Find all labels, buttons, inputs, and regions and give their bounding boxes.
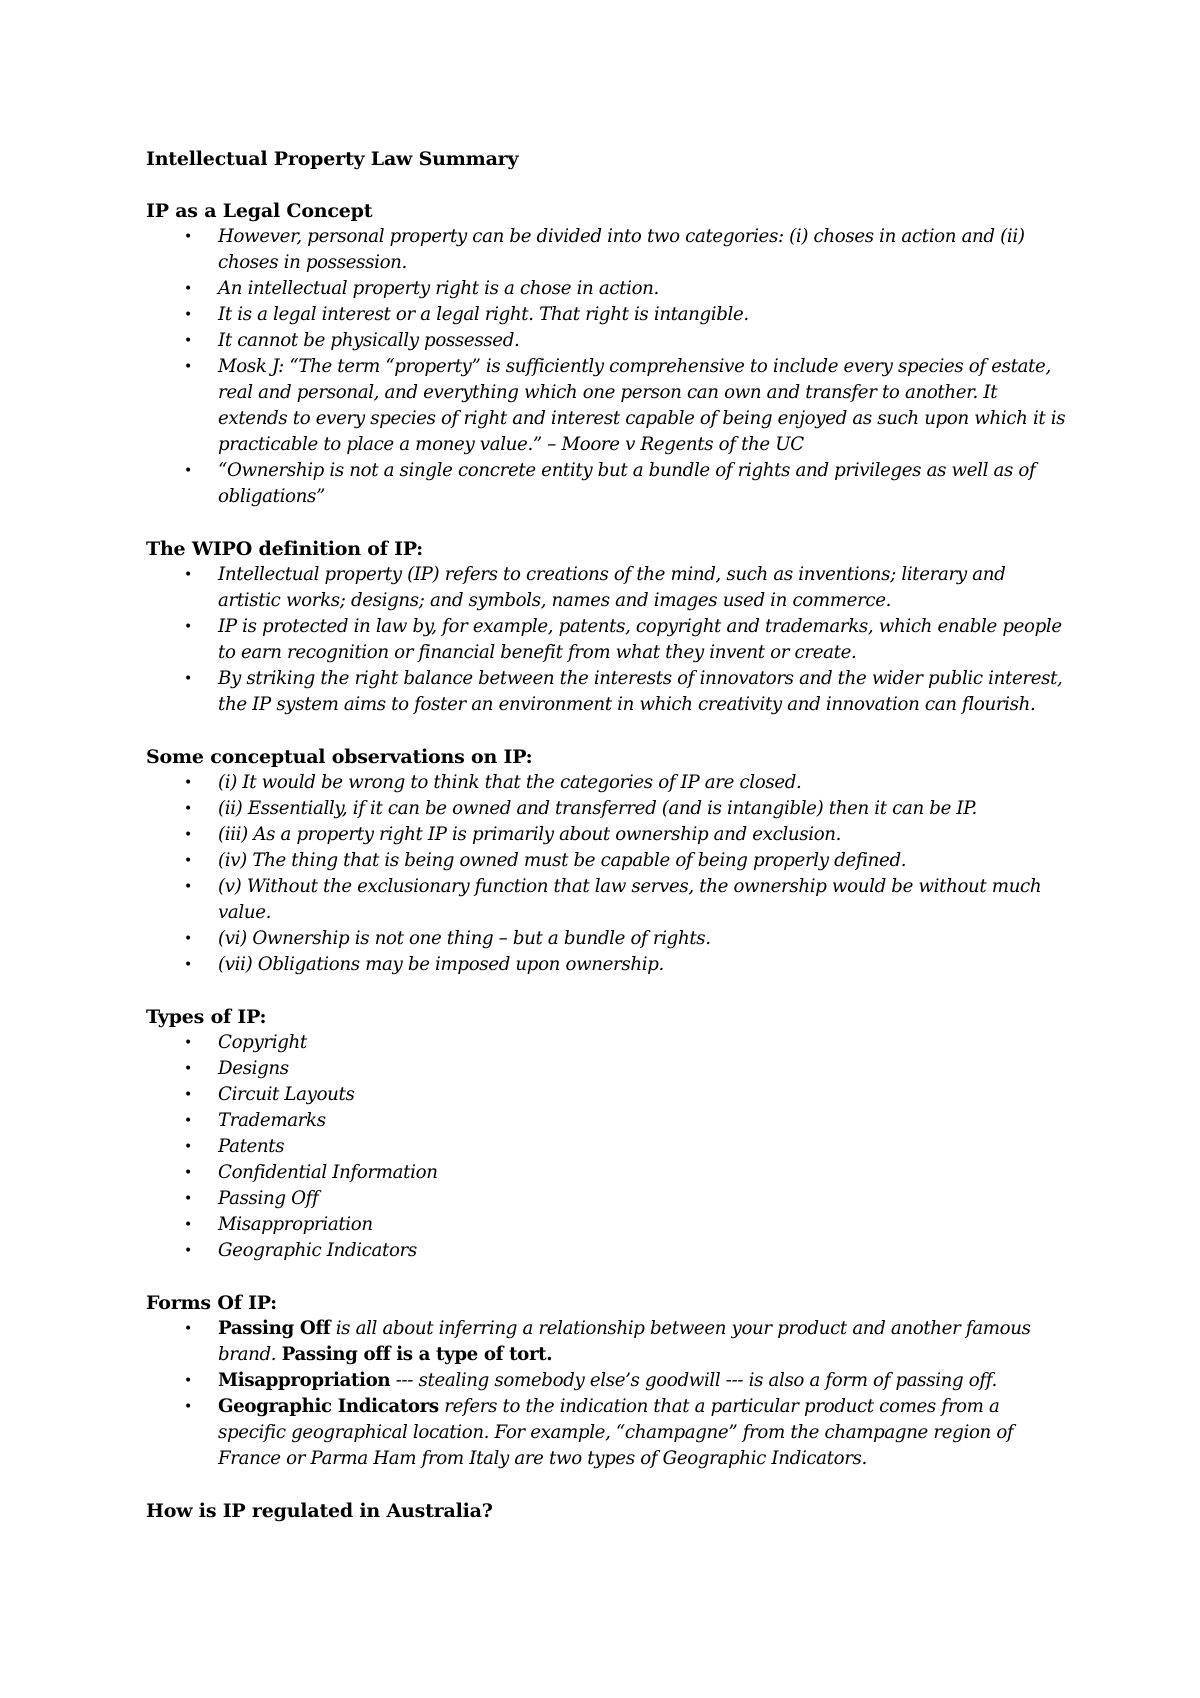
section-ip-regulation-australia	[146, 1498, 1070, 1524]
bullet-icon: •	[184, 671, 192, 687]
bullet-icon: •	[184, 827, 192, 843]
list-item-text: (i) It would be wrong to think that the categories of IP are closed.	[218, 772, 802, 793]
bullet-icon: •	[184, 1217, 192, 1233]
list-item-text: Geographic Indicators	[218, 1240, 417, 1261]
section-ip-legal-concept	[146, 198, 1070, 510]
bullet-icon: •	[184, 957, 192, 973]
list-item	[146, 874, 1070, 926]
section-conceptual-observations	[146, 744, 1070, 978]
list-item	[146, 1108, 1070, 1134]
list-item	[146, 1160, 1070, 1186]
term-label: Geographic Indicators	[218, 1396, 439, 1417]
bullet-icon: •	[184, 463, 192, 479]
list-item-text: Circuit Layouts	[218, 1084, 355, 1105]
term-emphasis: Passing off is a type of tort.	[281, 1344, 553, 1365]
section-heading: Forms Of IP:	[146, 1292, 277, 1314]
list-item	[146, 614, 1070, 666]
list-item	[146, 1316, 1070, 1368]
list-item-text: Intellectual property (IP) refers to creations of the mind, such as inventions; literary and artistic works; designs; and symbols, names and images used in commerce.	[218, 564, 1006, 611]
bullet-list	[146, 770, 1070, 978]
list-item	[146, 1134, 1070, 1160]
bullet-icon: •	[184, 1035, 192, 1051]
section-heading: IP as a Legal Concept	[146, 200, 373, 222]
list-item-text: Trademarks	[218, 1110, 326, 1131]
list-item	[146, 770, 1070, 796]
list-item	[146, 666, 1070, 718]
list-item-text: Mosk J: “The term “property” is sufficiently comprehensive to include every species of estate, real and personal, and everything which one person can own and transfer to another. It extends to every species of right and interest capable of being enjoyed as such upon which it is practicable to place a money value.” – Moore v Regents of the UC	[218, 356, 1066, 455]
list-item-text: Copyright	[218, 1032, 307, 1053]
bullet-icon: •	[184, 801, 192, 817]
list-item-text: Misappropriation	[218, 1214, 373, 1235]
list-item-text: It is a legal interest or a legal right. That right is intangible.	[218, 304, 749, 325]
bullet-list	[146, 224, 1070, 510]
section-heading: How is IP regulated in Australia?	[146, 1500, 493, 1522]
bullet-icon: •	[184, 1399, 192, 1415]
list-item	[146, 1082, 1070, 1108]
list-item-text: Designs	[218, 1058, 289, 1079]
bullet-icon: •	[184, 1243, 192, 1259]
bullet-list	[146, 1316, 1070, 1472]
bullet-icon: •	[184, 1113, 192, 1129]
list-item	[146, 562, 1070, 614]
bullet-icon: •	[184, 333, 192, 349]
bullet-list	[146, 1030, 1070, 1264]
list-item-text: Patents	[218, 1136, 285, 1157]
section-heading: Types of IP:	[146, 1006, 267, 1028]
list-item	[146, 1186, 1070, 1212]
list-item-text: “Ownership is not a single concrete entity but a bundle of rights and privileges as well as of obligations”	[218, 460, 1036, 507]
list-item-text: refers to the indication that a particular product comes from a specific geographical location. For example, “champagne” from the champagne region of France or Parma Ham from Italy are two types of Geographic Indicators.	[218, 1396, 1014, 1469]
bullet-icon: •	[184, 1139, 192, 1155]
bullet-icon: •	[184, 1087, 192, 1103]
bullet-icon: •	[184, 359, 192, 375]
list-item-text: (iii) As a property right IP is primarily about ownership and exclusion.	[218, 824, 842, 845]
list-item	[146, 1238, 1070, 1264]
list-item	[146, 796, 1070, 822]
bullet-icon: •	[184, 619, 192, 635]
list-item-text: is all about inferring a relationship between your product and another famous brand.	[218, 1318, 1031, 1365]
section-heading: The WIPO definition of IP:	[146, 538, 423, 560]
bullet-icon: •	[184, 229, 192, 245]
list-item-text: However, personal property can be divided into two categories: (i) choses in action and (ii) choses in possession.	[218, 226, 1025, 273]
list-item	[146, 302, 1070, 328]
section-heading: Some conceptual observations on IP:	[146, 746, 533, 768]
list-item-text: (iv) The thing that is being owned must be capable of being properly defined.	[218, 850, 907, 871]
list-item	[146, 1056, 1070, 1082]
list-item	[146, 224, 1070, 276]
bullet-icon: •	[184, 1165, 192, 1181]
term-label: Passing Off	[218, 1318, 331, 1339]
bullet-icon: •	[184, 1373, 192, 1389]
list-item	[146, 952, 1070, 978]
bullet-icon: •	[184, 307, 192, 323]
list-item-text: By striking the right balance between the interests of innovators and the wider public interest, the IP system aims to foster an environment in which creativity and innovation can flourish.	[218, 668, 1063, 715]
list-item-text: (ii) Essentially, if it can be owned and transferred (and is intangible) then it can be IP.	[218, 798, 977, 819]
list-item-text: An intellectual property right is a chose in action.	[218, 278, 659, 299]
list-item	[146, 926, 1070, 952]
term-label: Misappropriation	[218, 1370, 391, 1391]
section-types-of-ip	[146, 1004, 1070, 1264]
bullet-icon: •	[184, 1191, 192, 1207]
bullet-icon: •	[184, 281, 192, 297]
list-item	[146, 276, 1070, 302]
list-item-text: Passing Off	[218, 1188, 319, 1209]
list-item-text: (vii) Obligations may be imposed upon ownership.	[218, 954, 664, 975]
bullet-icon: •	[184, 1061, 192, 1077]
list-item	[146, 822, 1070, 848]
section-wipo-definition	[146, 536, 1070, 718]
list-item-text: (v) Without the exclusionary function that law serves, the ownership would be without much value.	[218, 876, 1042, 923]
list-item	[146, 458, 1070, 510]
section-forms-of-ip	[146, 1290, 1070, 1472]
bullet-icon: •	[184, 775, 192, 791]
list-item	[146, 1368, 1070, 1394]
bullet-icon: •	[184, 1321, 192, 1337]
list-item	[146, 1212, 1070, 1238]
list-item	[146, 328, 1070, 354]
list-item	[146, 848, 1070, 874]
bullet-icon: •	[184, 567, 192, 583]
bullet-icon: •	[184, 931, 192, 947]
list-item-text: Confidential Information	[218, 1162, 438, 1183]
list-item-text: --- stealing somebody else’s goodwill --- is also a form of passing off.	[390, 1370, 997, 1391]
list-item-text: It cannot be physically possessed.	[218, 330, 520, 351]
bullet-list	[146, 562, 1070, 718]
list-item	[146, 354, 1070, 458]
list-item	[146, 1030, 1070, 1056]
list-item-text: (vi) Ownership is not one thing – but a bundle of rights.	[218, 928, 711, 949]
bullet-icon: •	[184, 853, 192, 869]
bullet-icon: •	[184, 879, 192, 895]
list-item	[146, 1394, 1070, 1472]
document-title: Intellectual Property Law Summary	[146, 148, 519, 170]
list-item-text: IP is protected in law by, for example, patents, copyright and trademarks, which enable people to earn recognition or financial benefit from what they invent or create.	[218, 616, 1062, 663]
